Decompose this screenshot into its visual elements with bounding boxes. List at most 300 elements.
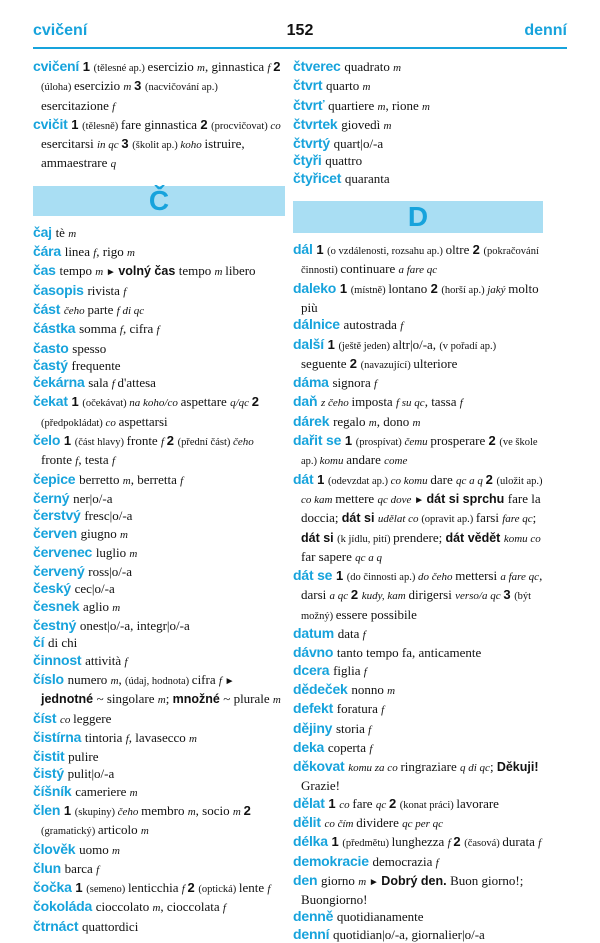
grammar-note: f	[160, 436, 167, 449]
grammar-note: a fare qc	[500, 571, 540, 584]
translation: ner|o/-a	[73, 490, 113, 506]
headword: dělat	[293, 794, 329, 811]
grammar-note: na koho/co	[129, 397, 181, 410]
grammar-note: q/qc	[230, 397, 252, 410]
headword: čtverec	[293, 58, 345, 74]
translation: tempo	[59, 263, 96, 279]
translation: , cifra	[122, 321, 157, 337]
translation: ;	[532, 510, 537, 526]
grammar-note: come	[384, 455, 408, 468]
sense-number: 2	[273, 59, 281, 74]
headword: dál	[293, 241, 317, 258]
dictionary-entry	[33, 116, 285, 174]
left-column	[33, 58, 285, 935]
translation: lenticchia	[127, 880, 182, 896]
translation: quaranta	[344, 170, 390, 186]
grammar-note: m	[377, 100, 386, 113]
grammar-note: f	[124, 655, 128, 668]
grammar-note: komu co	[503, 532, 541, 545]
translation: parte	[87, 301, 117, 317]
sense-number: 1	[335, 568, 347, 584]
dictionary-entry	[33, 879, 285, 898]
headword: dcera	[293, 661, 334, 678]
sense-number: 1	[75, 880, 87, 896]
dictionary-entry	[293, 280, 543, 317]
translation: ~ singolare	[96, 691, 158, 707]
translation: prendere;	[393, 529, 446, 545]
grammar-note: f	[369, 742, 373, 755]
dictionary-entry	[33, 471, 285, 490]
grammar-note: co	[60, 713, 74, 726]
translation: , tassa	[424, 394, 460, 410]
dictionary-entry	[33, 671, 285, 710]
headword: čtrnáct	[33, 917, 82, 934]
dictionary-entry	[33, 748, 285, 765]
dictionary-entry	[293, 97, 543, 116]
translation: dividere	[356, 814, 403, 830]
translation: tempo	[178, 263, 215, 279]
headword: česnek	[33, 597, 83, 614]
translation: attività	[85, 652, 125, 668]
headword: dělit	[293, 813, 325, 830]
translation: fresc|o/-a	[84, 508, 133, 524]
gloss: (pokračování činnosti)	[301, 246, 539, 277]
grammar-note: čemu	[404, 436, 431, 449]
grammar-note: q di qc	[460, 762, 490, 775]
sense-number: 2	[187, 880, 199, 896]
translation: , berretta	[130, 471, 181, 487]
sense-number: 1	[82, 59, 94, 74]
grammar-note: f	[111, 378, 118, 391]
grammar-note: verso/a qc	[455, 590, 504, 603]
grammar-note: m	[68, 227, 77, 240]
headword: číšník	[33, 782, 76, 799]
phrase: množné	[172, 692, 224, 707]
headword: čí	[33, 634, 48, 651]
headword: čekat	[33, 393, 72, 410]
dictionary-entry	[33, 58, 285, 116]
gloss: (tělesně)	[82, 120, 121, 132]
gloss: (školit ap.)	[132, 140, 181, 152]
grammar-note: f	[156, 324, 160, 337]
gloss: (opravit ap.)	[421, 514, 476, 526]
dictionary-entry	[293, 116, 543, 135]
headword: čistírna	[33, 728, 85, 745]
grammar-note: m	[152, 902, 161, 915]
grammar-note: m	[358, 875, 369, 888]
gloss: (do činnosti ap.)	[346, 572, 418, 584]
translation: uomo	[79, 841, 112, 857]
translation: andare	[346, 452, 385, 468]
grammar-note: co komu	[390, 474, 431, 487]
grammar-note: m	[112, 601, 121, 614]
headword: červený	[33, 563, 89, 580]
sense-number: 3	[134, 78, 145, 94]
sense-number: 1	[317, 471, 328, 487]
grammar-note: f	[363, 665, 367, 678]
grammar-note: f	[435, 856, 439, 869]
grammar-note: f	[93, 247, 97, 260]
headword: částka	[33, 320, 80, 337]
dictionary-entry	[33, 544, 285, 563]
continued-entries	[33, 58, 285, 174]
headword: čtvrt	[293, 77, 327, 94]
headword: číst	[33, 709, 61, 726]
translation: nonno	[351, 681, 388, 697]
translation: oltre	[445, 242, 473, 258]
translation: altr|o/-a,	[392, 336, 440, 352]
translation: foratura	[336, 701, 382, 717]
dictionary-entry	[33, 841, 285, 860]
headword: dařit se	[293, 432, 345, 449]
translation: cifra	[191, 671, 219, 687]
translation: sala	[88, 375, 112, 391]
dictionary-entry	[33, 563, 285, 580]
translation: democrazia	[372, 853, 436, 869]
gloss: (část hlavy)	[74, 437, 127, 449]
sense-number: 1	[63, 802, 75, 818]
translation: esercizio	[73, 78, 124, 94]
translation: giugno	[80, 525, 121, 541]
grammar-note: f su qc	[395, 397, 425, 410]
grammar-note: f	[400, 320, 404, 333]
headword: datum	[293, 625, 338, 642]
headword: denně	[293, 908, 337, 925]
grammar-note: jaký	[487, 283, 509, 296]
dictionary-entry	[293, 681, 543, 700]
translation: articolo	[97, 822, 141, 838]
translation: essere possibile	[335, 606, 417, 622]
headword: činnost	[33, 651, 86, 668]
headword: čestný	[33, 617, 80, 634]
headword: děkovat	[293, 758, 349, 775]
dictionary-entry	[33, 710, 285, 729]
sense-number: 1	[327, 336, 339, 352]
translation: fare ginnastica	[120, 116, 201, 132]
phrase: volný čas	[118, 264, 179, 279]
sense-number: 2	[166, 433, 178, 449]
translation: cec|o/-a	[74, 581, 115, 597]
headword: čaj	[33, 223, 56, 240]
gloss: (navazující)	[360, 359, 414, 371]
translation: aspettarsi	[118, 413, 168, 429]
grammar-note: m	[129, 547, 138, 560]
grammar-note: f	[96, 863, 100, 876]
dictionary-entry	[293, 316, 543, 335]
dictionary-entry	[293, 374, 543, 393]
gloss: (v pořadí ap.)	[439, 340, 497, 352]
translation: numero	[67, 671, 111, 687]
dictionary-entry	[33, 617, 285, 634]
headword: denní	[293, 925, 334, 942]
grammar-note: co	[105, 416, 119, 429]
sense-number: 1	[71, 116, 83, 132]
translation: pulit|o/-a	[67, 766, 115, 782]
translation: , lavasecco	[128, 729, 190, 745]
grammar-note: m	[189, 732, 197, 745]
sense-number: 2	[349, 355, 361, 371]
translation: farsi	[475, 510, 503, 526]
grammar-note: f	[218, 674, 225, 687]
dictionary-entry	[33, 580, 285, 597]
gloss: (uložit ap.)	[496, 475, 543, 487]
translation: continuare	[340, 261, 399, 277]
translation: durata	[502, 834, 539, 850]
entries-list	[33, 224, 285, 935]
translation: Grazie!	[301, 778, 340, 794]
headword: daň	[293, 393, 321, 410]
headword: čepice	[33, 470, 80, 487]
translation: lavorare	[456, 795, 499, 811]
grammar-note: m	[393, 62, 402, 74]
dictionary-entry	[293, 567, 543, 625]
translation: membro	[141, 802, 188, 818]
translation: luglio	[95, 544, 130, 560]
dictionary-entry	[293, 170, 543, 187]
headword: čerstvý	[33, 507, 85, 524]
headword: čokoláda	[33, 898, 96, 915]
grammar-note: m	[111, 844, 120, 857]
grammar-note: f	[222, 902, 226, 915]
translation: tè	[55, 224, 69, 240]
grammar-note: qc	[375, 798, 389, 811]
headword: délka	[293, 833, 332, 850]
translation: lontano	[388, 280, 431, 296]
gloss: (údaj, hodnota)	[125, 675, 192, 687]
grammar-note: m	[272, 694, 281, 707]
translation: quotidianamente	[336, 909, 424, 925]
gloss: (předpokládat)	[41, 417, 106, 429]
translation: imposta	[351, 394, 396, 410]
phrase: jednotné	[41, 692, 97, 707]
translation: ulteriore	[413, 355, 458, 371]
grammar-note: komu	[319, 455, 347, 468]
translation: spesso	[72, 340, 107, 356]
dictionary-entry	[293, 872, 543, 909]
translation: molto più	[301, 280, 539, 315]
gloss: (přední část)	[177, 437, 234, 449]
grammar-note: čeho	[63, 304, 88, 317]
gloss: (odevzdat ap.)	[327, 475, 391, 487]
grammar-note: koho	[180, 139, 205, 152]
headword: čekárna	[33, 374, 89, 391]
translation: figlia	[333, 662, 364, 678]
translation: leggere	[73, 710, 112, 726]
headword: dárek	[293, 412, 334, 429]
translation: prosperare	[430, 433, 489, 449]
dictionary-entry	[33, 525, 285, 544]
headword: dáma	[293, 374, 333, 391]
gloss: (gramatický)	[41, 826, 98, 838]
translation: , ginnastica	[204, 59, 268, 74]
translation: berretto	[79, 471, 123, 487]
grammar-note: f	[381, 704, 385, 717]
sense-number: 1	[63, 433, 75, 449]
grammar-note: qc a q	[355, 551, 383, 564]
dictionary-entry	[33, 490, 285, 507]
translation: fronte	[126, 433, 161, 449]
headword: dávno	[293, 644, 337, 661]
translation: quattro	[325, 153, 363, 169]
grammar-note: fare qc	[502, 513, 533, 526]
grammar-note: do čeho	[417, 571, 456, 584]
dictionary-entry	[33, 802, 285, 841]
translation: quart|o/-a	[333, 136, 384, 152]
dictionary-entry	[293, 814, 543, 833]
translation: dare	[430, 471, 456, 487]
translation: mettere	[335, 490, 378, 506]
dictionary-entry	[293, 58, 543, 77]
translation: quattordici	[81, 918, 139, 934]
gloss: (místně)	[350, 284, 389, 296]
grammar-note: f	[374, 378, 378, 391]
translation: cioccolato	[95, 899, 153, 915]
translation: libero	[225, 263, 256, 279]
headword: číslo	[33, 670, 68, 687]
gloss: (konat práci)	[399, 799, 457, 811]
headword: demokracie	[293, 852, 373, 869]
translation: pulire	[68, 749, 99, 765]
grammar-note: m	[110, 674, 119, 687]
grammar-note: m	[232, 805, 244, 818]
headword: dědeček	[293, 680, 352, 697]
grammar-note: m	[197, 62, 205, 74]
translation: tintoria	[84, 729, 126, 745]
headword: daleko	[293, 279, 340, 296]
dictionary-entry	[293, 795, 543, 814]
dictionary-entry	[33, 860, 285, 879]
running-head-last-entry: denní	[524, 22, 567, 39]
translation: giorno	[320, 872, 359, 888]
sense-number: 2	[430, 280, 442, 296]
gloss: (prospívat)	[355, 437, 405, 449]
headword: čas	[33, 262, 60, 279]
grammar-note: f	[538, 837, 542, 850]
translation: ~ plurale	[223, 691, 273, 707]
gloss: (optická)	[198, 884, 239, 896]
translation: , rigo	[96, 244, 127, 260]
translation: ,	[118, 671, 126, 687]
translation: frequente	[71, 357, 121, 373]
translation: signora	[332, 375, 374, 391]
translation: di chi	[47, 635, 78, 651]
grammar-note: co	[270, 119, 281, 132]
headword: člen	[33, 801, 64, 818]
grammar-note: z čeho	[320, 397, 352, 410]
headword: cvičit	[33, 115, 72, 132]
grammar-note: f di qc	[116, 304, 145, 317]
headword: člun	[33, 859, 65, 876]
grammar-note: f	[447, 837, 454, 850]
dictionary-entry	[293, 152, 543, 169]
dictionary-entry	[293, 739, 543, 758]
translation: mettersi	[455, 568, 501, 584]
translation: aglio	[82, 598, 113, 614]
gloss: (skupiny)	[74, 806, 118, 818]
grammar-note: m	[412, 416, 421, 429]
gloss: (horší ap.)	[441, 284, 488, 296]
headword: český	[33, 580, 75, 597]
dictionary-entry	[33, 340, 285, 357]
dictionary-entry	[293, 413, 543, 432]
translation: dirigersi	[408, 587, 456, 603]
grammar-note: qc dove	[377, 493, 415, 506]
phrase: dát si sprchu	[426, 491, 508, 506]
dictionary-entry	[293, 720, 543, 739]
translation: ringraziare	[400, 759, 460, 775]
translation: ross|o/-a	[88, 564, 132, 580]
grammar-note: m	[421, 100, 430, 113]
translation: lente	[238, 880, 268, 896]
grammar-note: m	[140, 825, 149, 838]
headword: dálnice	[293, 316, 344, 333]
headword: čtvrtek	[293, 115, 342, 132]
translation: coperta	[327, 739, 370, 755]
grammar-note: in qc	[96, 139, 122, 152]
grammar-note: f	[123, 285, 127, 298]
grammar-note: čeho	[233, 436, 254, 449]
dictionary-entry	[33, 652, 285, 671]
arrow-icon: ►	[105, 267, 119, 279]
grammar-note: qc a q	[455, 474, 486, 487]
sense-number: 2	[453, 834, 465, 850]
headword: červenec	[33, 543, 96, 560]
translation: ;	[165, 691, 173, 707]
dictionary-entry	[293, 662, 543, 681]
dictionary-entry	[293, 833, 543, 852]
translation: quadrato	[344, 59, 394, 74]
sense-number: 1	[328, 795, 340, 811]
arrow-icon: ►	[414, 494, 427, 506]
grammar-note: m	[95, 266, 106, 279]
dictionary-entry	[33, 282, 285, 301]
dictionary-entry	[33, 393, 285, 432]
translation: aspettare	[180, 394, 231, 410]
translation: , darsi	[301, 568, 543, 603]
grammar-note: f	[368, 723, 372, 736]
grammar-note: co čím	[324, 817, 357, 830]
dictionary-entry	[293, 432, 543, 471]
dictionary-entry	[293, 241, 543, 280]
grammar-note: m	[214, 266, 226, 279]
header-rule	[33, 47, 567, 49]
grammar-note: f	[75, 455, 79, 468]
dictionary-entry	[293, 926, 543, 943]
gloss: (procvičovat)	[211, 120, 271, 132]
headword: dějiny	[293, 719, 336, 736]
grammar-note: m	[157, 694, 166, 707]
headword: čtvrtý	[293, 135, 334, 152]
translation: fare	[352, 795, 376, 811]
page-number: 152	[286, 22, 314, 39]
translation: esercitarsi	[41, 136, 97, 152]
gloss: (očekávat)	[82, 398, 130, 410]
dictionary-entry	[293, 77, 543, 96]
headword: častý	[33, 356, 72, 373]
grammar-note: f	[180, 474, 184, 487]
grammar-note: f	[111, 455, 115, 468]
sense-number: 2	[388, 795, 400, 811]
continued-entries	[293, 58, 543, 187]
headword: červen	[33, 524, 81, 541]
headword: část	[33, 300, 64, 317]
dictionary-entry	[293, 135, 543, 152]
grammar-note: m	[123, 81, 135, 94]
translation: regalo	[333, 413, 369, 429]
grammar-note: f	[119, 324, 123, 337]
gloss: (tělesné ap.)	[93, 63, 148, 74]
sense-number: 3	[121, 136, 133, 152]
